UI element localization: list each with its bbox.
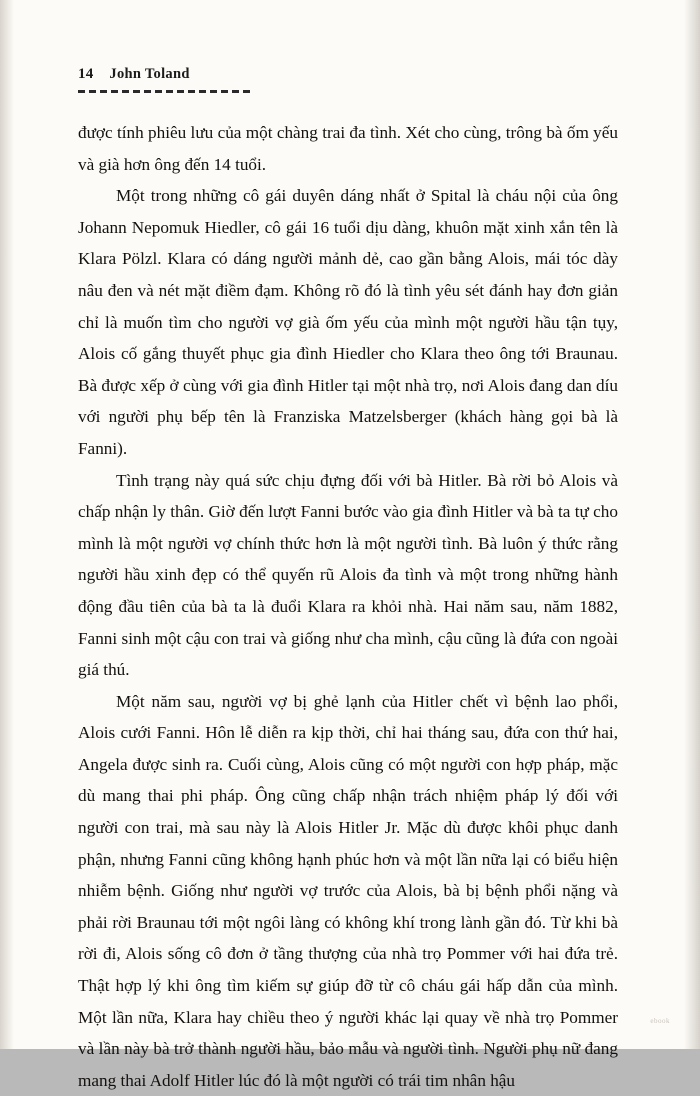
body-text xyxy=(78,117,618,1096)
page-content xyxy=(78,66,618,1096)
header-divider xyxy=(78,90,250,93)
running-head-author: John Toland xyxy=(109,66,190,82)
page-number: 14 xyxy=(78,66,94,82)
paragraph: Tình trạng này quá sức chịu đựng đối với bà Hitler. Bà rời bỏ Alois và chấp nhận ly thân. Giờ đến lượt Fanni bước vào gia đình Hitler và bà ta tự cho mình là một người vợ chính thức hơn là một người tình. Bà luôn ý thức rằng người hầu xinh đẹp có thể quyến rũ Alois đa tình và một trong những hành động đầu tiên của bà ta là đuổi Klara ra khỏi nhà. Hai năm sau, năm 1882, Fanni sinh một cậu con trai và giống như cha mình, cậu cũng là đứa con ngoài giá thú. xyxy=(78,470,618,680)
page-header xyxy=(78,66,618,83)
paragraph: Một năm sau, người vợ bị ghẻ lạnh của Hitler chết vì bệnh lao phổi, Alois cưới Fanni. Hôn lễ diễn ra kịp thời, chỉ hai tháng sau, đứa con thứ hai, Angela được sinh ra. Cuối cùng, Alois cũng có một người con hợp pháp, mặc dù mang thai phi pháp. Ông cũng chấp nhận trách nhiệm pháp lý đối với người con trai, mà sau này là Alois Hitler Jr. Mặc dù được khôi phục danh phận, nhưng Fanni cũng không hạnh phúc hơn và một lần nữa lại có biểu hiện nhiễm bệnh. Giống như người vợ trước của Alois, bà bị bệnh phổi nặng và phải rời Braunau tới một ngôi làng có không khí trong lành gần đó. Từ khi bà rời đi, Alois sống cô đơn ở tầng thượng của nhà trọ Pommer với hai đứa trẻ. Thật hợp lý khi ông tìm kiếm sự giúp đỡ từ cô cháu gái hấp dẫn của mình. Một lần nữa, Klara hay chiều theo ý người khác lại quay về nhà trọ Pommer và lần này bà trở thành người hầu, bảo mẫu và người tình. Người phụ nữ đang mang thai Adolf Hitler lúc đó là một người có trái tim nhân hậu xyxy=(78,691,618,1090)
footer-watermark: ebook xyxy=(650,1017,670,1025)
paragraph: Một trong những cô gái duyên dáng nhất ở Spital là cháu nội của ông Johann Nepomuk Hiedler, cô gái 16 tuổi dịu dàng, khuôn mặt xinh xắn tên là Klara Pölzl. Klara có dáng người mảnh dẻ, cao gần bằng Alois, mái tóc dày nâu đen và nét mặt điềm đạm. Không rõ đó là tình yêu sét đánh hay đơn giản chỉ là muốn tìm cho người vợ già ốm yếu của mình một người hầu tận tụy, Alois cố gắng thuyết phục gia đình Hiedler cho Klara theo ông tới Braunau. Bà được xếp ở cùng với gia đình Hitler tại một nhà trọ, nơi Alois đang dan díu với người phụ bếp tên là Franziska Matzelsberger (khách hàng gọi bà là Fanni). xyxy=(78,186,618,458)
paragraph: được tính phiêu lưu của một chàng trai đa tình. Xét cho cùng, trông bà ốm yếu và già hơn ông đến 14 tuổi. xyxy=(78,123,618,174)
